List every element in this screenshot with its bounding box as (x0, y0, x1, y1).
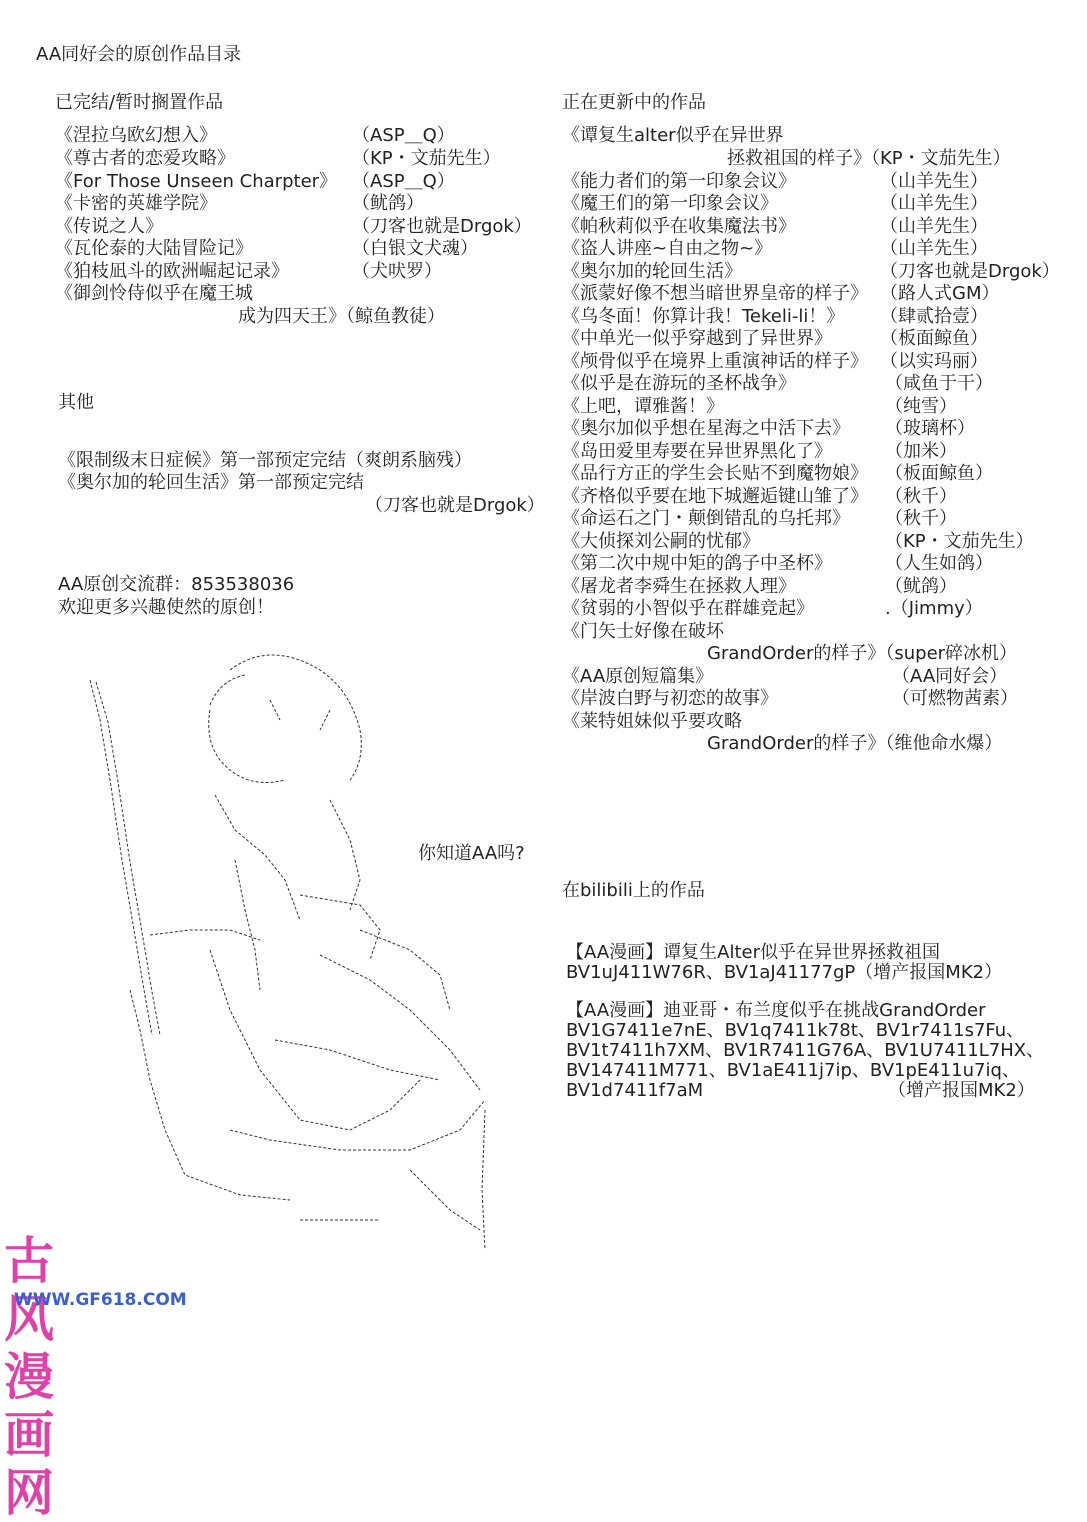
art-caption: 你知道AA吗? (418, 843, 525, 864)
work-author: （犬吠罗） (352, 261, 442, 282)
work-title: 《大侦探刘公嗣的忧郁》 (562, 531, 760, 552)
work-author: （ASP＿Q） (352, 171, 455, 192)
work-title: 《颅骨似乎在境界上重演神话的样子》 (562, 351, 868, 372)
work-title: 《涅拉乌欧幻想入》 (55, 125, 217, 146)
work-title: 《第二次中规中矩的鸽子中圣杯》 (562, 553, 832, 574)
work-title: 《卡密的英雄学院》 (55, 193, 217, 214)
work-author: （山羊先生） (880, 171, 988, 192)
work-title: 《盗人讲座~自由之物~》 (562, 238, 773, 259)
work-author: （纯雪） (885, 396, 957, 417)
bili-work-ids: BV1uJ411W76R、BV1aJ41177gP（增产报国MK2） (566, 962, 1003, 983)
work-title: 《贫弱的小智似乎在群雄竞起》 (562, 598, 814, 619)
watermark-url: WWW.GF618.COM (14, 1290, 187, 1310)
work-author: （可燃物茜素） (892, 688, 1018, 709)
work-title: 《中单光一似乎穿越到了异世界》 (562, 328, 832, 349)
work-author: （鱿鸽） (885, 576, 957, 597)
page-title: AA同好会的原创作品目录 (36, 44, 242, 65)
work-author: （秋千） (885, 508, 957, 529)
work-title: 《帕秋莉似乎在收集魔法书》 (562, 216, 796, 237)
work-title: 《乌冬面！你算计我！Tekeli-li！》 (562, 306, 845, 327)
bili-work-title: 【AA漫画】迪亚哥・布兰度似乎在挑战GrandOrder (566, 1000, 986, 1021)
work-author: （肆贰拾壹） (880, 306, 988, 327)
work-author: （玻璃杯） (885, 418, 975, 439)
work-title-continued: GrandOrder的样子》（super碎冰机） (707, 643, 1018, 664)
work-author: （人生如鸽） (885, 553, 993, 574)
work-author: （增产报国MK2） (888, 1080, 1035, 1101)
work-title: 《能力者们的第一印象会议》 (562, 171, 796, 192)
work-author: （鱿鸽） (352, 193, 424, 214)
work-title: 《屠龙者李舜生在拯救人理》 (562, 576, 796, 597)
work-title: 《狛枝凪斗的欧洲崛起记录》 (55, 261, 289, 282)
work-title: 《岛田爱里寿要在异世界黑化了》 (562, 441, 832, 462)
other-heading: 其他 (58, 392, 94, 413)
work-author: （板面鲸鱼） (880, 328, 988, 349)
work-title: 《For Those Unseen Charpter》 (55, 171, 338, 192)
bili-work-ids: BV1G7411e7nE、BV1q7411k78t、BV1r7411s7Fu、 (566, 1020, 1025, 1041)
work-author: （刀客也就是Drgok） (880, 261, 1060, 282)
work-title: 《品行方正的学生会长贴不到魔物娘》 (562, 463, 868, 484)
bilibili-heading: 在bilibili上的作品 (562, 880, 705, 901)
work-title: 《派蒙好像不想当暗世界皇帝的样子》 (562, 283, 868, 304)
work-author: （AA同好会） (892, 666, 1008, 687)
work-author: （以实玛丽） (880, 351, 988, 372)
work-author: （KP・文茄先生） (885, 531, 1034, 552)
work-title: 《尊古者的恋爱攻略》 (55, 148, 235, 169)
work-title: 《上吧，谭雅酱！》 (562, 396, 724, 417)
work-author: （咸鱼于干） (885, 373, 993, 394)
work-author: .（Jimmy） (885, 598, 983, 619)
work-title-continued: GrandOrder的样子》（维他命水爆） (707, 733, 1003, 754)
work-title: 《莱特姐妹似乎要攻略 (562, 711, 742, 732)
watermark-name: 古风漫画网 (4, 1232, 54, 1522)
work-title: 《传说之人》 (55, 216, 163, 237)
work-title: 《门矢士好像在破坏 (562, 621, 724, 642)
work-title: 《AA原创短篇集》 (562, 666, 714, 687)
work-author: （路人式GM） (880, 283, 1000, 304)
work-author: （加米） (885, 441, 957, 462)
work-title: 《似乎是在游玩的圣杯战争》 (562, 373, 796, 394)
work-author: （白银文犬魂） (352, 238, 478, 259)
work-author: （山羊先生） (880, 193, 988, 214)
other-line: 《奥尔加的轮回生活》第一部预定完结 (58, 472, 364, 493)
work-author: （山羊先生） (880, 216, 988, 237)
work-title: 《御剑怜侍似乎在魔王城 (55, 283, 253, 304)
work-title: 《瓦伦泰的大陆冒险记》 (55, 238, 253, 259)
group-number: AA原创交流群：853538036 (58, 574, 295, 595)
bili-work-title: 【AA漫画】谭复生Alter似乎在异世界拯救祖国 (566, 942, 940, 963)
work-title: 《谭复生alter似乎在异世界 (562, 125, 784, 146)
work-title-continued: 成为四天王》（鲸鱼教徒） (238, 306, 445, 327)
work-title: 《奥尔加似乎想在星海之中活下去》 (562, 418, 850, 439)
completed-heading: 已完结/暂时搁置作品 (55, 92, 224, 113)
aa-character-art (30, 630, 510, 1255)
work-author: （山羊先生） (880, 238, 988, 259)
work-title: 《齐格似乎要在地下城邂逅键山雏了》 (562, 486, 868, 507)
welcome-text: 欢迎更多兴趣使然的原创！ (58, 597, 274, 618)
bili-work-ids: BV1t7411h7XM、BV1R7411G76A、BV1U7411L7HX、 (566, 1040, 1045, 1061)
work-author: （秋千） (885, 486, 957, 507)
work-author: （板面鲸鱼） (885, 463, 993, 484)
other-line: 《限制级末日症候》第一部预定完结（爽朗系脑残） (58, 450, 472, 471)
work-title-continued: 拯救祖国的样子》（KP・文茄先生） (727, 148, 1011, 169)
work-title: 《奥尔加的轮回生活》 (562, 261, 742, 282)
updating-heading: 正在更新中的作品 (562, 92, 706, 113)
work-title: 《岸波白野与初恋的故事》 (562, 688, 778, 709)
bili-work-ids: BV147411M771、BV1aE411j7ip、BV1pE411u7iq、 (566, 1060, 1020, 1081)
work-author: （ASP＿Q） (352, 125, 455, 146)
other-author: （刀客也就是Drgok） (365, 495, 545, 516)
work-author: （KP・文茄先生） (352, 148, 501, 169)
bili-work-ids: BV1d7411f7aM (566, 1080, 704, 1101)
work-title: 《命运石之门・颠倒错乱的乌托邦》 (562, 508, 850, 529)
work-title: 《魔王们的第一印象会议》 (562, 193, 778, 214)
work-author: （刀客也就是Drgok） (352, 216, 532, 237)
